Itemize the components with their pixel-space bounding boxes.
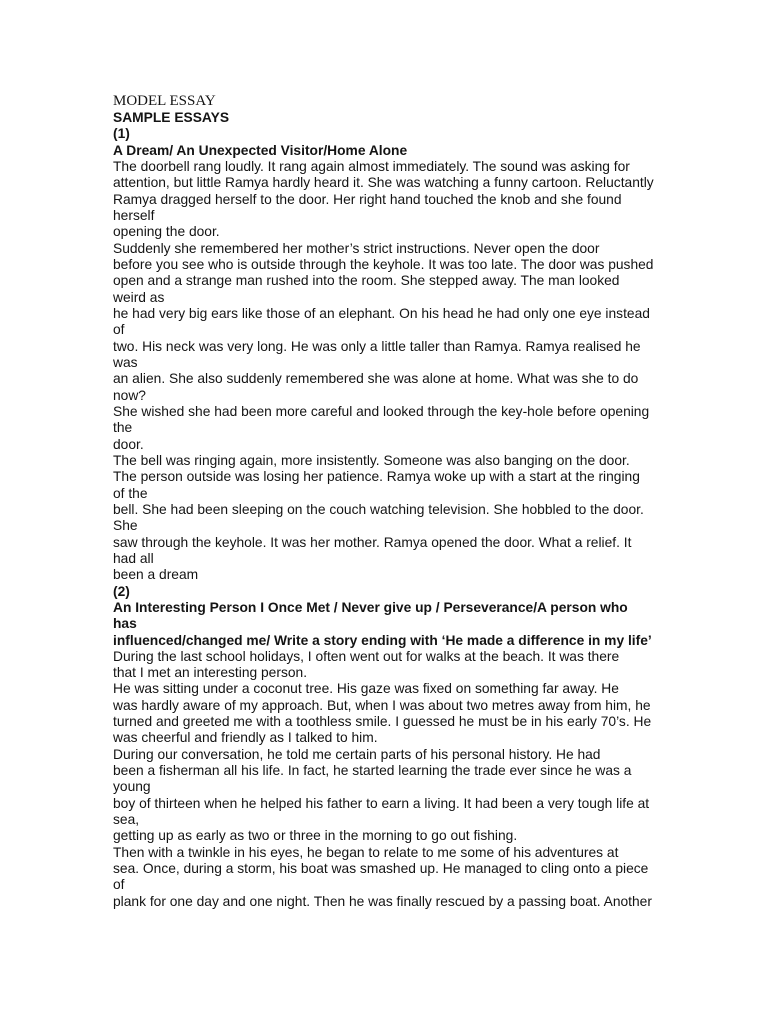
body-line: door. [113,436,144,452]
body-line: attention, but little Ramya hardly heard it. She was watching a funny cartoon. Reluctantly [113,175,654,191]
essay-title-line: influenced/changed me/ Write a story ending with ‘He made a difference in my life’ [113,632,652,648]
body-line: of the [113,485,148,501]
body-line: an alien. She also suddenly remembered she was alone at home. What was she to do [113,371,639,387]
body-line: was hardly aware of my approach. But, when I was about two metres away from him, he [113,697,651,713]
body-line: She [113,518,138,534]
body-line: the [113,420,133,436]
body-line: bell. She had been sleeping on the couch watching television. She hobbled to the door. [113,501,644,517]
body-line: He was sitting under a coconut tree. His gaze was fixed on something far away. He [113,681,619,697]
body-line: been a fisherman all his life. In fact, he started learning the trade ever since he was a [113,763,632,779]
body-line: Then with a twinkle in his eyes, he began to relate to me some of his adventures at [113,844,619,860]
essay-number: (2) [113,583,130,599]
body-line: now? [113,387,146,403]
body-line: She wished she had been more careful and looked through the key-hole before opening [113,403,650,419]
body-line: two. His neck was very long. He was only a little taller than Ramya. Ramya realised he [113,338,641,354]
body-line: that I met an interesting person. [113,665,308,681]
body-line: was [113,354,138,370]
body-line: had all [113,550,154,566]
body-line: young [113,779,151,795]
body-line: The doorbell rang loudly. It rang again almost immediately. The sound was asking for [113,158,630,174]
essay-1 [113,126,713,583]
document-title: MODEL ESSAY [113,93,216,109]
essay-title-line: A Dream/ An Unexpected Visitor/Home Alone [113,142,408,158]
body-line: getting up as early as two or three in the morning to go out fishing. [113,828,518,844]
essay-2 [113,584,713,911]
body-line: of [113,877,125,893]
body-line: saw through the keyhole. It was her mother. Ramya opened the door. What a relief. It [113,534,632,550]
body-line: The person outside was losing her patience. Ramya woke up with a start at the ringing [113,469,640,485]
essay-title-line: has [113,616,137,632]
body-line: was cheerful and friendly as I talked to him. [113,730,378,746]
body-line: open and a strange man rushed into the room. She stepped away. The man looked [113,273,620,289]
body-line: During the last school holidays, I often went out for walks at the beach. It was there [113,648,620,664]
body-line: plank for one day and one night. Then he was finally rescued by a passing boat. Another [113,893,652,909]
body-line: Suddenly she remembered her mother’s strict instructions. Never open the door [113,240,600,256]
body-line: weird as [113,289,165,305]
body-line: The bell was ringing again, more insistently. Someone was also banging on the door. [113,452,630,468]
body-line: he had very big ears like those of an elephant. On his head he had only one eye instead [113,305,650,321]
body-line: opening the door. [113,224,220,240]
body-line: before you see who is outside through the keyhole. It was too late. The door was pushed [113,256,654,272]
document-page [113,93,713,910]
section-heading: SAMPLE ESSAYS [113,110,230,125]
essay-title-line: An Interesting Person I Once Met / Never give up / Perseverance/A person who [113,599,628,615]
body-line: Ramya dragged herself to the door. Her right hand touched the knob and she found [113,191,622,207]
essay-number: (1) [113,126,130,142]
body-line: herself [113,207,155,223]
body-line: sea, [113,812,140,828]
body-line: sea. Once, during a storm, his boat was smashed up. He managed to cling onto a piece [113,861,649,877]
body-line: During our conversation, he told me certain parts of his personal history. He had [113,746,601,762]
body-line: of [113,322,125,338]
body-line: been a dream [113,567,199,583]
body-line: boy of thirteen when he helped his father to earn a living. It had been a very tough life at [113,795,650,811]
body-line: turned and greeted me with a toothless smile. I guessed he must be in his early 70’s. He [113,714,652,730]
